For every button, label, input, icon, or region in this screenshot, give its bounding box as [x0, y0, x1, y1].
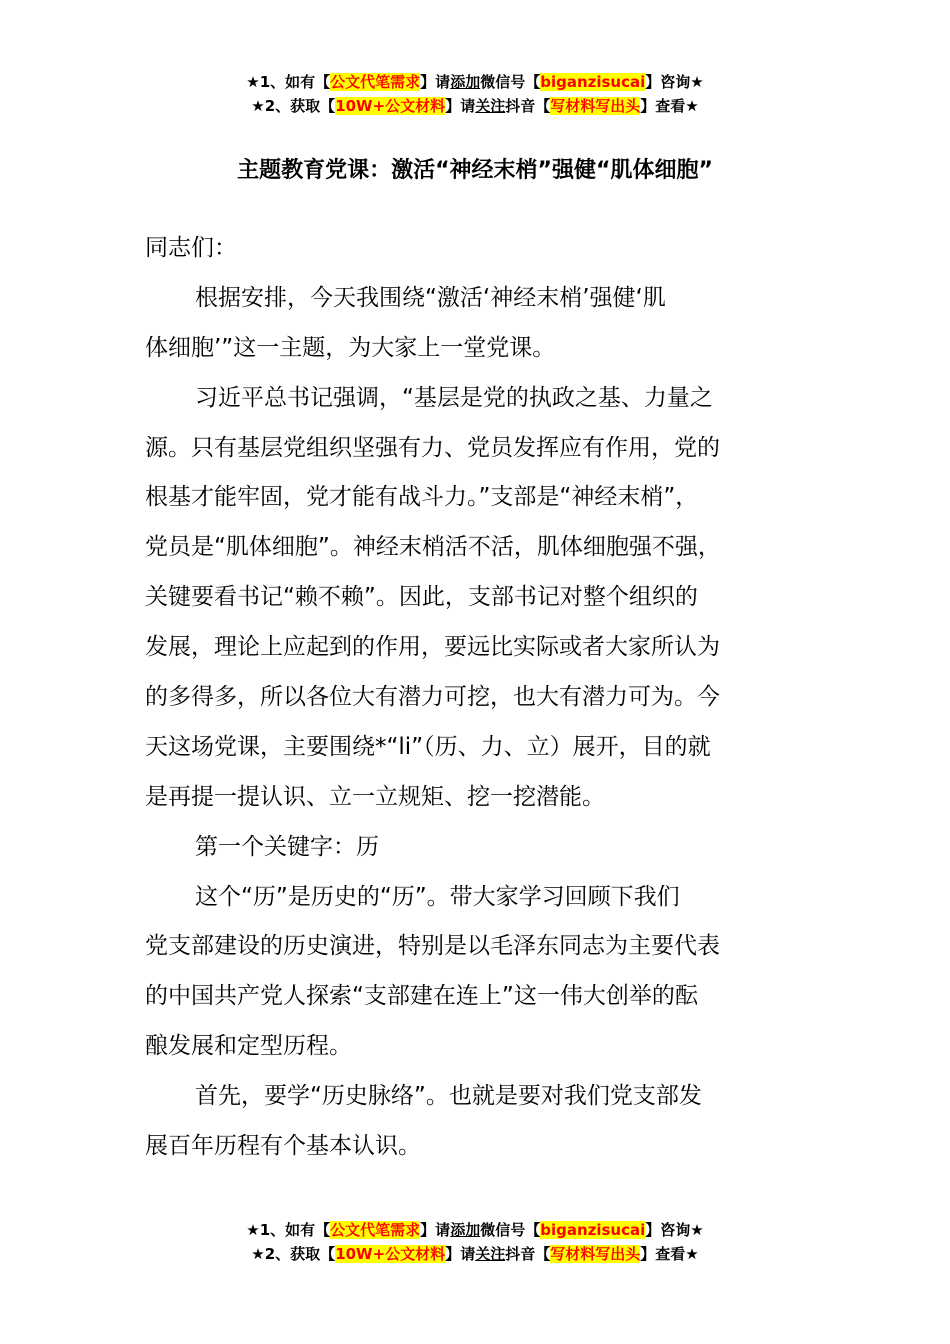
banner-underlined: 关注: [475, 97, 506, 115]
banner-line-2: [0, 1242, 950, 1266]
banner-line-1: [0, 1218, 950, 1242]
banner-underlined: 关注: [475, 1245, 506, 1263]
body-line: 酿发展和定型历程。: [145, 1033, 352, 1060]
body-line: 天这场党课，主要围绕*“li”（历、力、立）展开，目的就: [145, 733, 711, 760]
banner-text: 抖音【: [505, 1245, 551, 1263]
banner-text: 】请: [445, 1245, 476, 1263]
body-line: 党员是“肌体细胞”。神经末梢活不活，肌体细胞强不强，: [145, 534, 721, 561]
banner-line-1: [0, 70, 950, 94]
body-line: 源。只有基层党组织坚强有力、党员发挥应有作用，党的: [145, 434, 720, 461]
document-title: 主题教育党课：激活“神经末梢”强健“肌体细胞”: [237, 158, 713, 183]
header-banner: [0, 70, 950, 118]
body-line: 的多得多，所以各位大有潜力可挖，也大有潜力可为。今: [145, 684, 720, 711]
banner-highlight: 公文代笔需求: [330, 73, 421, 91]
body-line: 根据安排，今天我围绕“激活‘神经末梢’强健‘肌: [195, 284, 666, 311]
banner-text: ★1、如有【: [246, 1221, 331, 1239]
banner-text: ★1、如有【: [246, 73, 331, 91]
banner-text: 微信号【: [480, 1221, 541, 1239]
banner-douyin-id: 写材料写出头: [550, 1245, 641, 1263]
banner-text: 】请: [420, 1221, 451, 1239]
body-line: 根基才能牢固，党才能有战斗力。”支部是“神经末梢”，: [145, 484, 699, 511]
banner-text: 】咨询★: [645, 73, 704, 91]
banner-douyin-id: 写材料写出头: [550, 97, 641, 115]
banner-underlined: 添加: [450, 73, 481, 91]
footer-banner: [0, 1218, 950, 1266]
body-line: 展百年历程有个基本认识。: [145, 1133, 421, 1160]
banner-text: 】请: [420, 73, 451, 91]
banner-line-2: [0, 94, 950, 118]
banner-text: 抖音【: [505, 97, 551, 115]
banner-wechat-id: biganzisucai: [540, 73, 646, 91]
banner-text: ★2、获取【: [251, 1245, 336, 1263]
body-line: 习近平总书记强调，“基层是党的执政之基、力量之: [195, 384, 713, 411]
banner-highlight: 10W+公文材料: [335, 1245, 446, 1263]
body-line: 党支部建设的历史演进，特别是以毛泽东同志为主要代表: [145, 933, 720, 960]
body-line: 的中国共产党人探索“支部建在连上”这一伟大创举的酝: [145, 983, 698, 1010]
section-heading: 第一个关键字：历: [195, 833, 379, 860]
banner-highlight: 公文代笔需求: [330, 1221, 421, 1239]
body-line: 这个“历”是历史的“历”。带大家学习回顾下我们: [195, 883, 680, 910]
banner-text: 】查看★: [640, 1245, 699, 1263]
body-line: 体细胞’”这一主题，为大家上一堂党课。: [145, 334, 556, 361]
banner-highlight: 10W+公文材料: [335, 97, 446, 115]
body-line: 关键要看书记“赖不赖”。因此，支部书记对整个组织的: [145, 584, 698, 611]
banner-text: 】请: [445, 97, 476, 115]
banner-text: 微信号【: [480, 73, 541, 91]
body-line: 发展，理论上应起到的作用，要远比实际或者大家所认为: [145, 634, 720, 661]
salutation: 同志们：: [145, 235, 237, 261]
banner-text: 】查看★: [640, 97, 699, 115]
banner-wechat-id: biganzisucai: [540, 1221, 646, 1239]
body-line: 首先，要学“历史脉络”。也就是要对我们党支部发: [195, 1083, 702, 1110]
body-line: 是再提一提认识、立一立规矩、挖一挖潜能。: [145, 783, 605, 810]
document-body: [145, 224, 805, 1172]
banner-text: ★2、获取【: [251, 97, 336, 115]
banner-text: 】咨询★: [645, 1221, 704, 1239]
banner-underlined: 添加: [450, 1221, 481, 1239]
